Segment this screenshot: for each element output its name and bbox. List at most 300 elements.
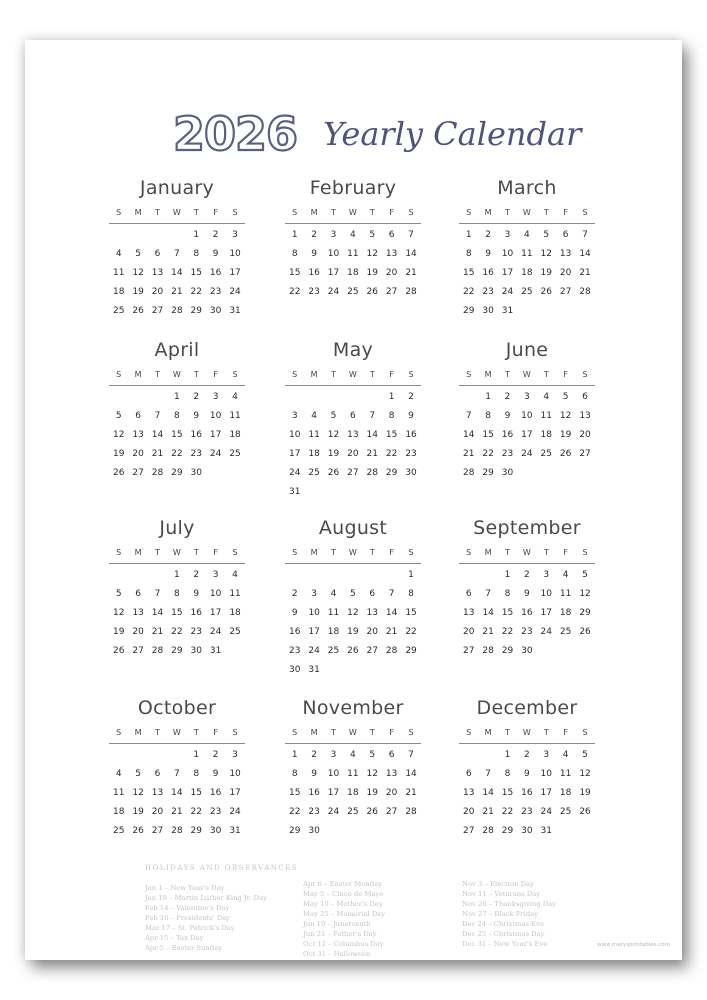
day-cell xyxy=(517,302,536,321)
day-cell: 27 xyxy=(347,468,359,478)
day-cell xyxy=(363,822,382,841)
day-cell: 6 xyxy=(582,392,588,402)
day-cell xyxy=(517,464,536,483)
week-row xyxy=(109,803,245,822)
day-cell: 16 xyxy=(521,788,533,798)
weekday-label: T xyxy=(369,208,375,217)
day-cell: 19 xyxy=(579,788,591,798)
week-row xyxy=(285,283,421,302)
day-cell: 25 xyxy=(559,627,572,637)
day-cell: 5 xyxy=(330,411,337,421)
day-cell: 4 xyxy=(562,750,569,760)
day-cell: 15 xyxy=(462,268,475,278)
week-row xyxy=(459,822,595,841)
day-cell: 24 xyxy=(209,627,222,637)
day-cell: 16 xyxy=(190,608,202,618)
weekday-label: M xyxy=(310,208,318,217)
day-cell: 18 xyxy=(327,627,340,637)
holiday-item: Dec 24 – Christmas Eve xyxy=(462,920,544,928)
day-cell: 1 xyxy=(174,570,180,580)
week-row xyxy=(285,623,421,642)
day-cell: 22 xyxy=(288,807,301,817)
day-cell: 10 xyxy=(327,769,340,779)
day-cell: 16 xyxy=(308,788,320,798)
day-cell: 5 xyxy=(135,249,141,259)
day-cell xyxy=(304,483,323,502)
weekday-label: T xyxy=(155,208,160,217)
day-cell: 22 xyxy=(462,287,475,297)
day-cell xyxy=(343,661,362,680)
day-cell xyxy=(382,661,401,680)
weekday-label: S xyxy=(466,728,472,737)
weekday-label: S xyxy=(116,370,122,379)
month-november xyxy=(285,694,421,841)
day-cell: 13 xyxy=(151,268,164,278)
day-cell xyxy=(225,464,244,483)
week-row xyxy=(109,283,245,302)
month-name: August xyxy=(318,517,388,539)
day-cell: 15 xyxy=(385,430,398,440)
weekday-header xyxy=(109,546,245,560)
month-name: January xyxy=(139,177,215,199)
day-cell: 21 xyxy=(366,449,378,459)
weekday-label: F xyxy=(213,370,218,379)
weekday-label: T xyxy=(331,728,336,737)
day-cell: 3 xyxy=(543,570,550,580)
day-cell: 8 xyxy=(408,589,414,599)
day-cell: 15 xyxy=(171,608,183,618)
week-row xyxy=(109,445,245,464)
day-cell: 24 xyxy=(229,287,241,297)
day-cell: 2 xyxy=(408,392,414,402)
day-cell: 28 xyxy=(171,306,183,316)
weekday-label: W xyxy=(172,548,181,557)
month-june xyxy=(459,336,595,483)
weekday-label: T xyxy=(543,370,549,379)
day-cell: 25 xyxy=(347,807,359,817)
week-row xyxy=(459,245,595,264)
day-cell: 29 xyxy=(288,826,301,836)
day-cell: 13 xyxy=(151,788,164,798)
week-row xyxy=(459,623,595,642)
day-cell: 26 xyxy=(559,449,572,459)
day-cell xyxy=(343,566,362,585)
weekday-label: S xyxy=(232,548,238,557)
holiday-item: Nov 26 – Thanksgiving Day xyxy=(462,900,557,908)
day-cell: 20 xyxy=(559,268,572,278)
day-cell: 6 xyxy=(135,589,141,599)
day-cell: 29 xyxy=(190,306,202,316)
week-row xyxy=(459,283,595,302)
day-cell: 11 xyxy=(308,430,320,440)
day-cell: 9 xyxy=(504,411,511,421)
day-cell: 24 xyxy=(308,646,320,656)
day-cell: 30 xyxy=(190,646,202,656)
day-cell: 19 xyxy=(112,449,125,459)
day-cell: 12 xyxy=(112,608,125,618)
holiday-item: Jun 21 – Father's Day xyxy=(303,930,377,938)
week-row xyxy=(459,642,595,661)
day-cell: 9 xyxy=(291,608,298,618)
day-cell: 20 xyxy=(151,807,164,817)
day-cell xyxy=(109,226,128,245)
day-cell: 2 xyxy=(311,230,317,240)
week-row xyxy=(459,803,595,822)
day-cell: 4 xyxy=(232,392,238,402)
weekday-header xyxy=(459,206,595,220)
month-name: October xyxy=(137,697,217,719)
holiday-item: Feb 16 – Presidents' Day xyxy=(145,914,231,922)
day-cell: 4 xyxy=(330,589,337,599)
day-cell: 23 xyxy=(521,807,533,817)
day-cell: 1 xyxy=(193,230,200,240)
day-cell: 30 xyxy=(405,468,417,478)
day-cell: 19 xyxy=(132,807,144,817)
day-cell: 19 xyxy=(540,268,552,278)
header-divider xyxy=(285,743,421,744)
day-cell xyxy=(148,388,167,407)
weekday-label: T xyxy=(193,208,199,217)
day-cell: 9 xyxy=(193,411,200,421)
week-row xyxy=(109,746,245,765)
weekday-header xyxy=(285,726,421,740)
year-heading: 2026 xyxy=(173,107,298,161)
day-cell: 12 xyxy=(579,769,591,779)
day-cell: 22 xyxy=(190,287,202,297)
day-cell: 1 xyxy=(465,230,472,240)
week-row xyxy=(459,585,595,604)
day-cell: 25 xyxy=(112,306,125,316)
week-row xyxy=(109,464,245,483)
week-row xyxy=(459,226,595,245)
weekday-label: W xyxy=(172,208,181,217)
day-cell xyxy=(575,302,594,321)
day-cell: 14 xyxy=(482,788,494,798)
day-cell: 20 xyxy=(462,807,475,817)
day-cell: 20 xyxy=(347,449,359,459)
day-cell: 28 xyxy=(462,468,475,478)
day-cell: 24 xyxy=(540,807,552,817)
day-cell xyxy=(363,661,382,680)
weekday-label: W xyxy=(348,728,357,737)
day-cell: 25 xyxy=(347,287,359,297)
day-cell: 14 xyxy=(385,608,398,618)
day-cell: 11 xyxy=(112,268,125,278)
day-cell xyxy=(324,388,343,407)
day-cell xyxy=(148,226,167,245)
header-divider xyxy=(109,743,245,744)
day-cell: 4 xyxy=(232,570,238,580)
day-cell: 2 xyxy=(311,750,317,760)
day-cell: 13 xyxy=(462,788,475,798)
day-cell: 14 xyxy=(405,769,417,779)
day-cell: 24 xyxy=(209,449,222,459)
day-cell: 21 xyxy=(171,807,183,817)
day-cell: 22 xyxy=(501,627,514,637)
day-cell: 8 xyxy=(485,411,491,421)
day-cell: 8 xyxy=(504,589,511,599)
weekday-label: M xyxy=(484,548,492,557)
day-cell: 25 xyxy=(112,826,125,836)
day-cell: 12 xyxy=(540,249,552,259)
day-cell: 10 xyxy=(288,430,301,440)
weekday-label: T xyxy=(543,208,549,217)
weekday-label: M xyxy=(134,548,142,557)
day-cell: 17 xyxy=(540,608,552,618)
day-cell: 13 xyxy=(559,249,572,259)
day-cell: 28 xyxy=(482,646,494,656)
day-cell: 7 xyxy=(582,230,588,240)
day-cell xyxy=(128,226,147,245)
day-cell xyxy=(575,642,594,661)
day-cell: 17 xyxy=(288,449,301,459)
weekday-label: S xyxy=(466,548,472,557)
day-cell: 5 xyxy=(115,411,122,421)
holiday-item: Mar 17 – St. Patrick's Day xyxy=(145,924,235,932)
week-row xyxy=(109,302,245,321)
day-cell: 8 xyxy=(174,589,180,599)
day-cell: 5 xyxy=(562,392,569,402)
holiday-item: Nov 3 – Election Day xyxy=(462,880,534,888)
day-cell: 29 xyxy=(171,468,183,478)
holiday-item: May 10 – Mother's Day xyxy=(303,900,383,908)
weekday-label: M xyxy=(484,370,492,379)
weekday-label: M xyxy=(484,208,492,217)
day-cell: 20 xyxy=(151,287,164,297)
day-cell: 6 xyxy=(465,769,472,779)
day-cell: 28 xyxy=(405,287,417,297)
day-cell: 17 xyxy=(327,788,340,798)
day-cell: 23 xyxy=(405,449,417,459)
month-february xyxy=(285,174,421,302)
weekday-header xyxy=(109,726,245,740)
weekday-label: F xyxy=(563,548,568,557)
day-cell: 3 xyxy=(311,589,317,599)
weekday-header xyxy=(109,206,245,220)
day-cell: 16 xyxy=(521,608,533,618)
day-cell xyxy=(128,566,147,585)
calendar-subtitle: Yearly Calendar xyxy=(323,115,582,153)
day-cell xyxy=(206,464,225,483)
day-cell: 20 xyxy=(366,627,378,637)
month-name: April xyxy=(154,339,200,361)
day-cell: 22 xyxy=(385,449,398,459)
weekday-label: W xyxy=(348,208,357,217)
day-cell: 9 xyxy=(212,249,219,259)
weekday-label: W xyxy=(522,370,531,379)
day-cell: 5 xyxy=(582,570,588,580)
day-cell: 5 xyxy=(115,589,122,599)
day-cell: 28 xyxy=(579,287,591,297)
day-cell: 2 xyxy=(212,230,219,240)
weekday-label: F xyxy=(389,548,394,557)
holidays-title: HOLIDAYS AND OBSERVANCES xyxy=(145,864,299,872)
day-cell xyxy=(575,822,594,841)
day-cell: 7 xyxy=(369,411,376,421)
weekday-label: S xyxy=(116,208,122,217)
day-cell xyxy=(401,661,420,680)
day-cell: 22 xyxy=(501,807,514,817)
header-divider xyxy=(459,223,595,224)
week-row xyxy=(285,407,421,426)
week-row xyxy=(285,245,421,264)
day-cell: 18 xyxy=(521,268,533,278)
day-cell: 28 xyxy=(385,646,398,656)
day-cell: 17 xyxy=(209,608,222,618)
day-cell: 22 xyxy=(171,627,183,637)
weekday-label: S xyxy=(466,208,472,217)
day-cell: 22 xyxy=(482,449,494,459)
week-row xyxy=(459,604,595,623)
day-cell: 16 xyxy=(501,430,514,440)
weekday-label: S xyxy=(232,370,238,379)
weekday-header xyxy=(459,368,595,382)
week-row xyxy=(459,264,595,283)
day-cell: 15 xyxy=(501,788,514,798)
day-cell: 26 xyxy=(132,306,144,316)
week-row xyxy=(459,407,595,426)
week-row xyxy=(109,426,245,445)
day-cell: 1 xyxy=(485,392,491,402)
day-cell: 13 xyxy=(579,411,591,421)
day-cell: 7 xyxy=(408,230,414,240)
day-cell: 26 xyxy=(366,287,378,297)
day-cell: 20 xyxy=(132,627,144,637)
day-cell xyxy=(401,483,420,502)
day-cell: 18 xyxy=(112,287,125,297)
weekday-label: T xyxy=(155,728,160,737)
week-row xyxy=(109,784,245,803)
day-cell: 17 xyxy=(209,430,222,440)
day-cell: 22 xyxy=(288,287,301,297)
day-cell: 29 xyxy=(385,468,398,478)
week-row xyxy=(285,642,421,661)
day-cell: 26 xyxy=(112,468,125,478)
day-cell: 12 xyxy=(579,589,591,599)
day-cell: 17 xyxy=(308,627,320,637)
weekday-label: F xyxy=(563,728,568,737)
day-cell: 23 xyxy=(209,287,222,297)
weekday-label: S xyxy=(232,728,238,737)
day-cell: 6 xyxy=(388,230,395,240)
week-row xyxy=(459,746,595,765)
day-cell xyxy=(109,746,128,765)
holidays-column-1 xyxy=(145,883,267,953)
day-cell: 15 xyxy=(288,788,301,798)
week-row xyxy=(285,464,421,483)
weekday-label: T xyxy=(193,728,199,737)
day-cell: 10 xyxy=(540,769,552,779)
week-row xyxy=(285,784,421,803)
weekday-label: W xyxy=(522,728,531,737)
day-cell: 3 xyxy=(330,230,337,240)
weekday-label: T xyxy=(505,728,510,737)
weekday-label: S xyxy=(582,548,588,557)
day-cell: 28 xyxy=(151,468,164,478)
week-row xyxy=(109,407,245,426)
page-title xyxy=(173,106,593,162)
day-cell: 18 xyxy=(347,268,359,278)
day-cell: 29 xyxy=(171,646,183,656)
day-cell: 10 xyxy=(229,769,241,779)
week-row xyxy=(285,264,421,283)
holiday-item: May 25 – Memorial Day xyxy=(303,910,386,918)
day-cell: 8 xyxy=(504,769,511,779)
day-cell xyxy=(148,746,167,765)
day-cell xyxy=(225,642,244,661)
week-row xyxy=(285,803,421,822)
day-cell: 20 xyxy=(385,788,398,798)
day-cell: 7 xyxy=(174,249,180,259)
weekday-label: T xyxy=(193,370,199,379)
day-cell xyxy=(148,566,167,585)
week-row xyxy=(459,464,595,483)
day-cell xyxy=(167,226,186,245)
week-row xyxy=(285,426,421,445)
day-cell: 18 xyxy=(112,807,125,817)
weekday-label: T xyxy=(155,370,160,379)
weekday-label: M xyxy=(134,370,142,379)
day-cell: 31 xyxy=(288,487,301,497)
day-cell: 19 xyxy=(347,627,359,637)
day-cell: 17 xyxy=(229,788,241,798)
day-cell: 24 xyxy=(288,468,301,478)
week-row xyxy=(109,604,245,623)
weekday-label: F xyxy=(213,728,218,737)
day-cell: 10 xyxy=(209,411,222,421)
day-cell: 7 xyxy=(485,769,491,779)
day-cell: 11 xyxy=(540,411,552,421)
weekday-label: T xyxy=(543,728,549,737)
day-cell: 19 xyxy=(112,627,125,637)
day-cell: 2 xyxy=(524,750,530,760)
week-row xyxy=(109,245,245,264)
day-cell: 16 xyxy=(209,788,222,798)
week-row xyxy=(109,388,245,407)
day-cell xyxy=(537,464,556,483)
day-cell: 25 xyxy=(540,449,552,459)
holiday-item: Apr 6 – Easter Monday xyxy=(303,880,383,888)
day-cell: 27 xyxy=(579,449,591,459)
month-name: July xyxy=(159,517,195,539)
day-cell xyxy=(459,388,478,407)
day-cell: 25 xyxy=(559,807,572,817)
day-cell: 7 xyxy=(154,589,161,599)
day-cell: 14 xyxy=(366,430,378,440)
day-cell: 26 xyxy=(366,807,378,817)
day-cell: 27 xyxy=(385,287,398,297)
day-cell: 21 xyxy=(482,627,494,637)
day-cell: 23 xyxy=(308,807,320,817)
day-cell: 7 xyxy=(154,411,161,421)
day-cell: 3 xyxy=(232,230,238,240)
month-name: June xyxy=(505,339,549,361)
day-cell xyxy=(285,388,304,407)
month-july xyxy=(109,514,245,661)
day-cell: 11 xyxy=(521,249,533,259)
day-cell: 26 xyxy=(112,646,125,656)
day-cell: 15 xyxy=(288,268,301,278)
day-cell xyxy=(343,388,362,407)
day-cell: 21 xyxy=(405,788,417,798)
month-name: March xyxy=(497,177,557,199)
day-cell: 5 xyxy=(369,230,376,240)
day-cell: 23 xyxy=(482,287,494,297)
day-cell: 9 xyxy=(193,589,200,599)
day-cell xyxy=(285,566,304,585)
day-cell: 14 xyxy=(151,430,164,440)
weekday-label: M xyxy=(134,728,142,737)
